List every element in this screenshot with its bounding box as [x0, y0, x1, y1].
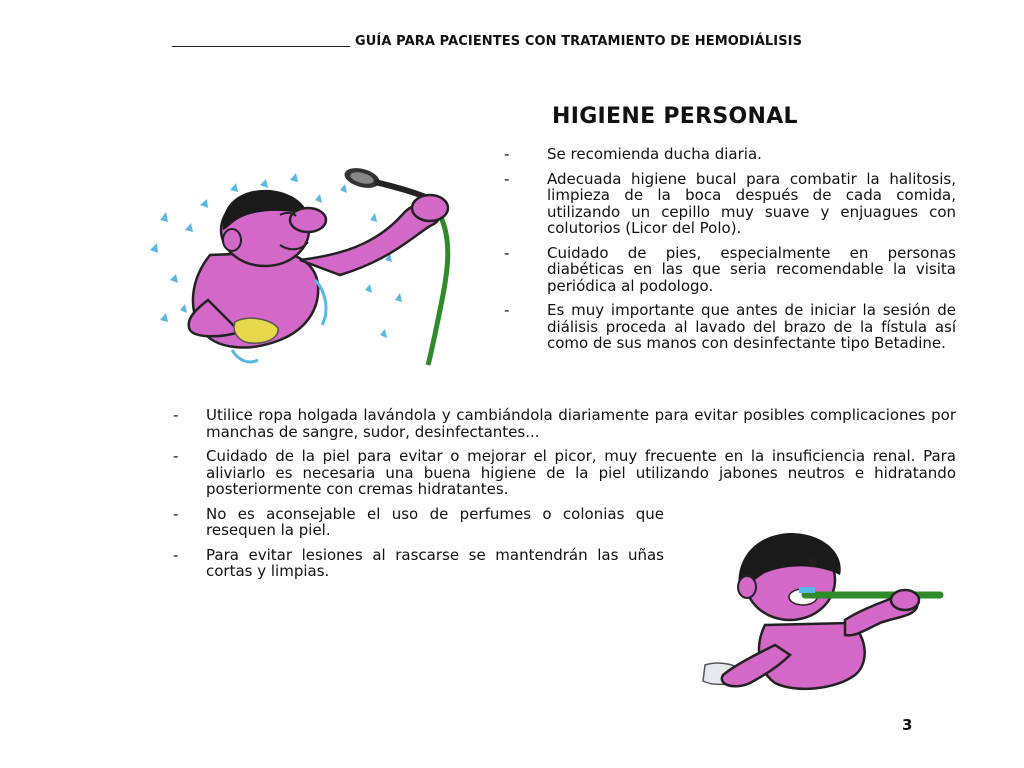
list-item: - Para evitar lesiones al rascarse se mantendrán las uñas cortas y limpias.: [173, 545, 664, 580]
list-item: - Adecuada higiene bucal para combatir la halitosis, limpieza de la boca después de cada comida, utilizando un cepillo muy suave y enjuagues con colutorios (Licor del Polo).: [504, 169, 956, 237]
page-number: 3: [902, 716, 913, 734]
list-item: - Se recomienda ducha diaria.: [504, 145, 762, 163]
hose: [428, 215, 448, 365]
running-header: GUÍA PARA PACIENTES CON TRATAMIENTO DE HEMODIÁLISIS: [355, 34, 803, 49]
soap: [234, 318, 278, 343]
page-title: HIGIENE PERSONAL: [552, 104, 798, 129]
list-item: - Utilice ropa holgada lavándola y cambiándola diariamente para evitar posibles complicaciones por manchas de sangre, sudor, desinfectantes...: [173, 406, 956, 441]
shower-head: [342, 165, 432, 200]
list-item: - Cuidado de la piel para evitar o mejorar el picor, muy frecuente en la insuficiencia renal. Para aliviarlo es necesaria una buena higiene de la piel utilizando jabones neutros e hidratando posteriormente con cremas hidratantes.: [173, 447, 956, 498]
header-rule: [172, 46, 350, 47]
list-item: - No es aconsejable el uso de perfumes o colonias que resequen la piel.: [173, 504, 664, 539]
list-item: - Es muy importante que antes de iniciar la sesión de diálisis proceda al lavado del brazo de la fístula así como de sus manos con desinfectante tipo Betadine.: [504, 301, 956, 352]
right-bullet-list: [504, 146, 956, 360]
toothbrush-illustration: [695, 525, 955, 695]
list-item: - Cuidado de pies, especialmente en personas diabéticas en las que seria recomendable la visita periódica al podologo.: [504, 243, 956, 295]
shower-illustration: [140, 160, 460, 375]
